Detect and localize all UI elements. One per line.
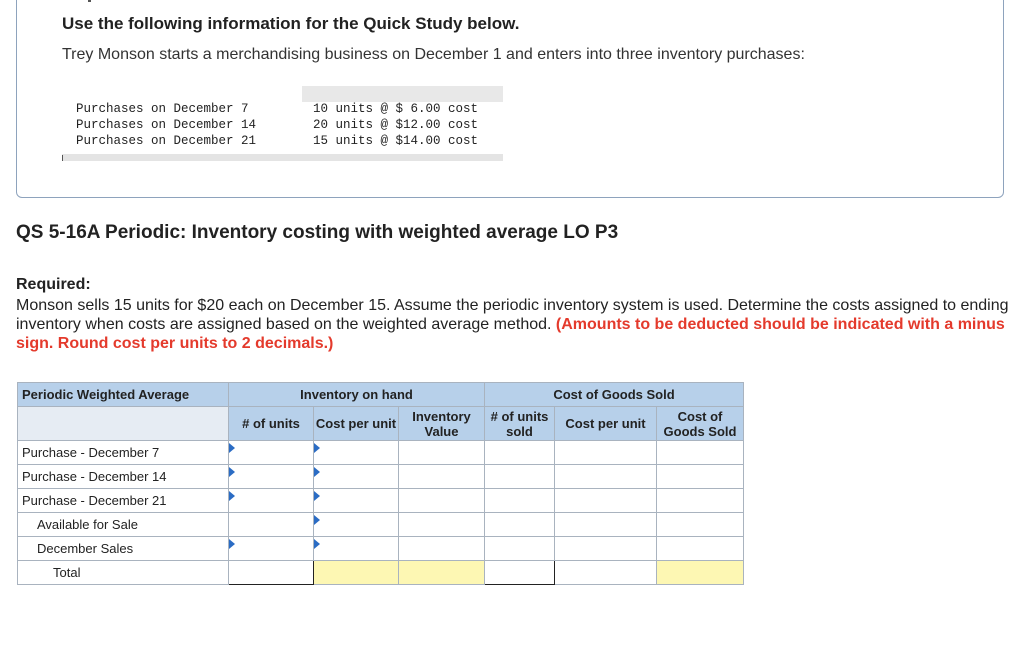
purchase-label: Purchases on December 21 [76,134,257,148]
cogs-cell[interactable] [657,465,744,489]
required-body: Monson sells 15 units for $20 each on December 15. Assume the periodic inventory system is used. Determine the costs assigned to ending inventory when costs are assigned based on the weighted average method. [16,297,1009,333]
info-heading: Use the following information for the Quick Study below. [62,14,520,33]
total-inventory-value-cell[interactable] [399,561,485,585]
col-units-sold: # of units sold [485,407,555,441]
required-note: (Amounts to be deducted should be indicated with a minus sign. Round cost per units to 2 decimals.) [16,316,1005,352]
cogs-input[interactable] [657,445,743,460]
cost-per-unit-cell[interactable] [314,465,399,489]
cogs-cell[interactable] [657,489,744,513]
dropdown-arrow-icon [314,443,320,453]
units-cell[interactable] [229,441,314,465]
row-label: Available for Sale [18,513,229,537]
cogs-input[interactable] [657,469,743,484]
inventory-value-cell[interactable] [399,489,485,513]
header-spacer [18,407,229,441]
units-input[interactable] [229,517,313,532]
dropdown-arrow-icon [229,491,235,501]
table-row [18,441,744,465]
purchase-detail: 15 units @ $14.00 cost [313,134,479,148]
dropdown-arrow-icon [314,539,320,549]
col-units: # of units [229,407,314,441]
purchase-line [76,118,479,134]
table-row [18,537,744,561]
cogs-input[interactable] [657,493,743,508]
units-cell[interactable] [229,537,314,561]
units-sold-cell[interactable] [485,489,555,513]
row-label: Purchase - December 21 [18,489,229,513]
purchase-label: Purchases on December 14 [76,118,257,132]
inventory-value-cell[interactable] [399,513,485,537]
table-title: Periodic Weighted Average [18,383,229,407]
cogs-cell[interactable] [657,537,744,561]
inventory-value-input[interactable] [399,541,484,556]
col-inventory-value: Inventory Value [399,407,485,441]
purchase-detail: 10 units @ $ 6.00 cost [313,102,479,116]
inventory-value-cell[interactable] [399,441,485,465]
total-cogs-cell[interactable] [657,561,744,585]
cogs-cost-per-unit-cell[interactable] [555,441,657,465]
inventory-value-input[interactable] [399,445,484,460]
inventory-group-header: Inventory on hand [229,383,485,407]
units-sold-input[interactable] [485,541,554,556]
inventory-value-cell[interactable] [399,537,485,561]
table-row [18,489,744,513]
cost-per-unit-input[interactable] [314,493,398,508]
col-cost-per-unit: Cost per unit [314,407,399,441]
cogs-cost-per-unit-input[interactable] [555,469,656,484]
purchases-exhibit [62,86,503,161]
purchase-label: Purchases on December 7 [76,102,249,116]
dropdown-arrow-icon [229,539,235,549]
purchase-detail: 20 units @ $12.00 cost [313,118,479,132]
table-row [18,465,744,489]
required-label: Required: [16,276,91,293]
cogs-group-header: Cost of Goods Sold [485,383,744,407]
row-label: Purchase - December 7 [18,441,229,465]
question-title: QS 5-16A Periodic: Inventory costing with weighted average LO P3 [16,222,619,243]
total-cogs-cost-per-unit-cell[interactable] [555,561,657,585]
required-text [16,296,1012,353]
units-cell[interactable] [229,465,314,489]
total-cogs-cost-per-unit-input[interactable] [555,565,656,580]
units-cell[interactable] [229,489,314,513]
cogs-cell[interactable] [657,513,744,537]
table-row-total [18,561,744,585]
units-input[interactable] [229,469,313,484]
cogs-cost-per-unit-cell[interactable] [555,513,657,537]
row-label: Total [18,561,229,585]
cogs-cost-per-unit-input[interactable] [555,517,656,532]
cogs-cost-per-unit-input[interactable] [555,541,656,556]
exhibit-header-shade [302,86,503,102]
cogs-cost-per-unit-cell[interactable] [555,537,657,561]
weighted-average-table [17,382,744,585]
total-cogs-input[interactable] [657,565,743,580]
info-text: Trey Monson starts a merchandising business on December 1 and enters into three inventory purchases: [62,46,805,63]
dropdown-arrow-icon [314,515,320,525]
exhibit-corner-mark [62,155,63,161]
col-cogs: Cost of Goods Sold [657,407,744,441]
units-sold-cell[interactable] [485,537,555,561]
cost-per-unit-input[interactable] [314,445,398,460]
dropdown-arrow-icon [314,491,320,501]
cogs-input[interactable] [657,541,743,556]
total-inventory-value-input[interactable] [399,565,484,580]
dropdown-arrow-icon [229,467,235,477]
units-sold-input[interactable] [485,493,554,508]
table-row [18,513,744,537]
cost-per-unit-input[interactable] [314,517,398,532]
total-units-sold-cell[interactable] [485,561,555,585]
units-sold-cell[interactable] [485,441,555,465]
inventory-value-input[interactable] [399,469,484,484]
cogs-cost-per-unit-input[interactable] [555,445,656,460]
inventory-value-input[interactable] [399,493,484,508]
units-input[interactable] [229,493,313,508]
cogs-cost-per-unit-cell[interactable] [555,489,657,513]
purchase-line [76,102,479,118]
col-cogs-cost-per-unit: Cost per unit [555,407,657,441]
dropdown-arrow-icon [229,443,235,453]
total-units-cell[interactable] [229,561,314,585]
units-sold-cell[interactable] [485,465,555,489]
total-cost-per-unit-input[interactable] [314,565,398,580]
row-label: December Sales [18,537,229,561]
cogs-input[interactable] [657,517,743,532]
cogs-cost-per-unit-input[interactable] [555,493,656,508]
purchase-line [76,134,479,150]
total-cost-per-unit-cell[interactable] [314,561,399,585]
units-input[interactable] [229,541,313,556]
units-cell[interactable] [229,513,314,537]
inventory-value-input[interactable] [399,517,484,532]
row-label: Purchase - December 14 [18,465,229,489]
units-sold-cell[interactable] [485,513,555,537]
dropdown-arrow-icon [314,467,320,477]
exhibit-footer-shade [62,154,503,161]
cost-per-unit-input[interactable] [314,469,398,484]
units-sold-input[interactable] [485,445,554,460]
total-units-sold-input[interactable] [485,565,554,580]
total-units-input[interactable] [229,565,313,580]
cost-per-unit-cell[interactable] [314,513,399,537]
cost-per-unit-input[interactable] [314,541,398,556]
cost-per-unit-cell[interactable] [314,441,399,465]
units-sold-input[interactable] [485,469,554,484]
cogs-cost-per-unit-cell[interactable] [555,465,657,489]
units-sold-input[interactable] [485,517,554,532]
units-input[interactable] [229,445,313,460]
inventory-value-cell[interactable] [399,465,485,489]
cost-per-unit-cell[interactable] [314,489,399,513]
cost-per-unit-cell[interactable] [314,537,399,561]
panel-edge-mark [88,0,91,2]
cogs-cell[interactable] [657,441,744,465]
